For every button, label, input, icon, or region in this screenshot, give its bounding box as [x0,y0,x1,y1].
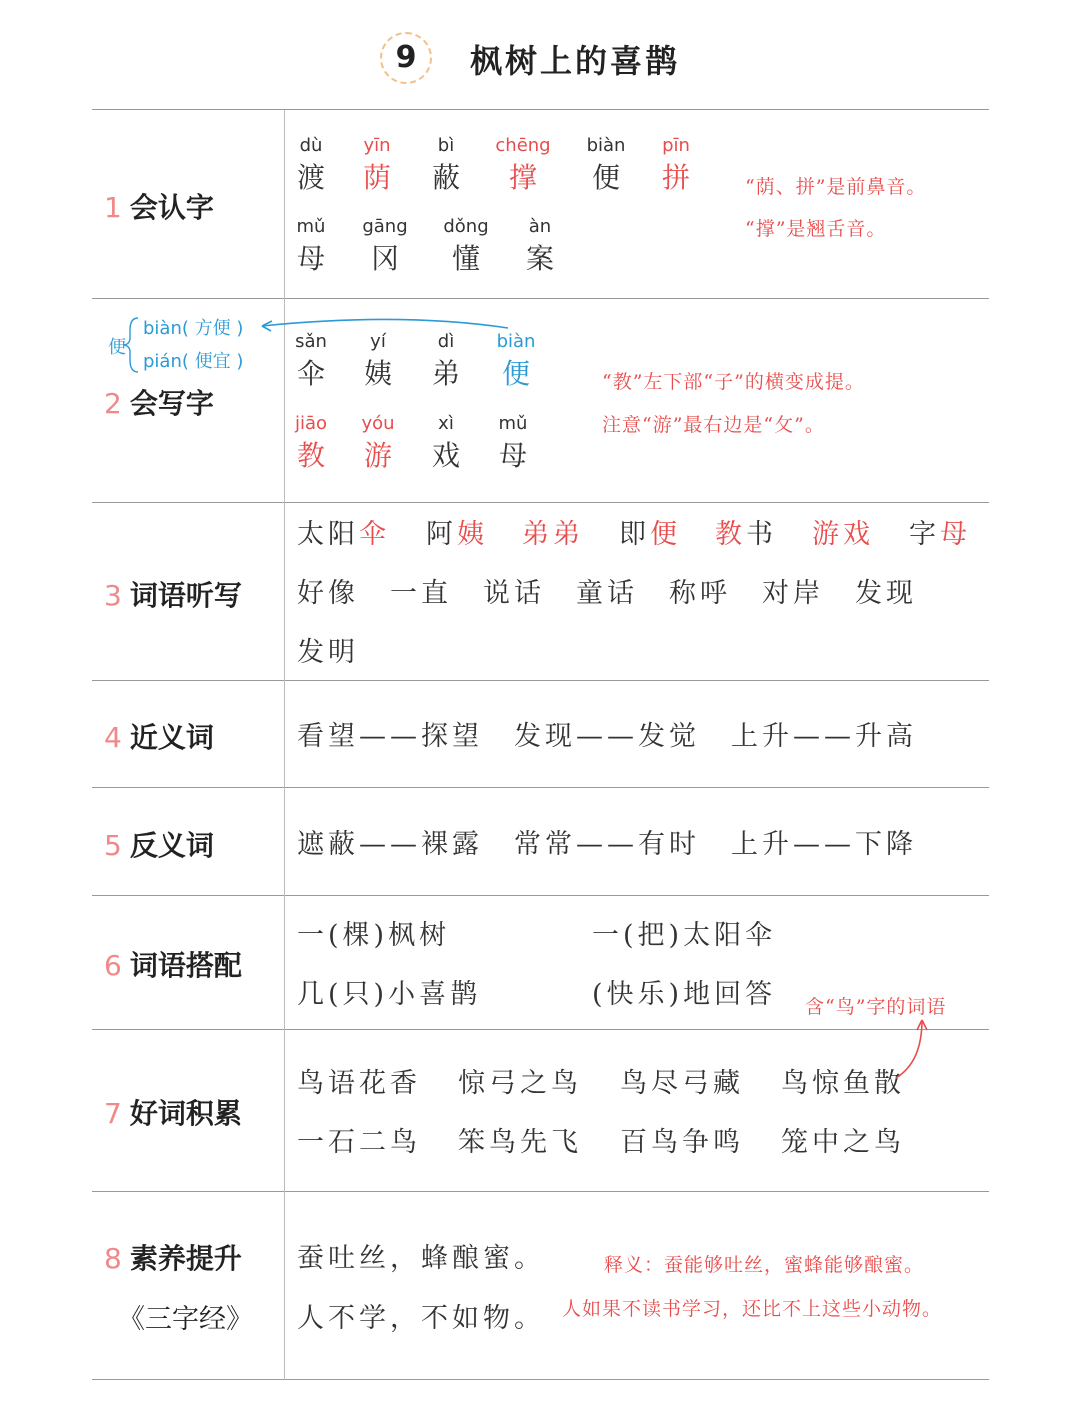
section-sublabel: 《三字经》 [118,1304,253,1335]
pinyin: àn [528,216,552,237]
hanzi: 懂 [451,242,480,275]
pinyin: biàn [496,331,536,352]
char-cell [426,214,506,278]
hanzi: 渡 [296,161,325,194]
pinyin: yóu [361,413,395,434]
good-word: 笼中之鸟 [781,1127,905,1158]
section-label-dictation: 3 词语听写 [104,579,242,612]
note-write-2: 注意“游”最右边是“攵”。 [602,414,825,436]
table-rule [92,680,989,681]
table-rule [92,1379,989,1380]
pinyin: mǔ [498,413,528,434]
section-label-recognize: 1 会认字 [104,191,214,224]
dictation-word: 即便 [619,519,681,550]
section-label-good-words: 7 好词积累 [104,1097,242,1130]
table-rule [92,298,989,299]
collocation-item: 几(只)小喜鹊 [297,979,482,1010]
note-bird-words: 含“鸟”字的词语 [805,996,947,1018]
table-rule [92,109,989,110]
section-label-write: 2 会写字 [104,387,214,420]
pinyin: mǔ [296,216,326,237]
char-cell [500,214,580,278]
hanzi: 游 [363,439,392,472]
hanzi: 戏 [431,439,460,472]
hanzi: 荫 [362,161,391,194]
literacy-line-1: 蚕吐丝，蜂酿蜜。 [297,1243,545,1274]
pinyin: bì [437,135,455,156]
dictation-line-2: 好像 一直 说话 童话 称呼 对岸 发现 [297,578,917,609]
lesson-number: 9 [380,32,432,84]
dictation-word: 弟弟 [522,519,584,550]
hanzi: 弟 [431,357,460,390]
pinyin: sǎn [295,331,327,352]
section-label-literacy: 8 素养提升 [104,1242,242,1275]
pinyin: dì [437,331,455,352]
collocation-item: 一(把)太阳伞 [592,920,777,951]
collocation-item: 一(棵)枫树 [297,920,451,951]
char-cell [566,133,646,197]
pinyin: dǒng [443,216,489,237]
note-write-1: “教”左下部“子”的横变成提。 [602,371,865,393]
column-divider [284,110,285,1380]
pinyin: xì [438,413,454,434]
pinyin: biàn [586,135,626,156]
synonyms-line: 看望——探望 发现——发觉 上升——升高 [297,721,917,752]
hanzi: 母 [498,439,527,472]
dictation-word: 教书 [715,519,777,550]
hanzi: 案 [525,242,554,275]
hanzi: 便 [501,357,530,390]
dictation-word: 字母 [909,519,971,550]
section-label-collocation: 6 词语搭配 [104,949,242,982]
good-word: 鸟语花香 [297,1068,421,1099]
hanzi: 拼 [661,161,690,194]
char-cell [271,214,351,278]
note-recognize-1: “荫、拼”是前鼻音。 [745,176,927,198]
section-label-antonyms: 5 反义词 [104,829,214,862]
hanzi: 蔽 [431,161,460,194]
char-cell [406,329,486,393]
hanzi: 教 [296,439,325,472]
table-rule [92,1029,989,1030]
pinyin: yīn [363,135,391,156]
good-word: 一石二鸟 [297,1127,421,1158]
table-rule [92,502,989,503]
hanzi: 撑 [508,161,537,194]
char-cell [476,329,556,393]
pinyin: jiāo [294,413,328,434]
pinyin: pīn [662,135,690,156]
dictation-word: 游戏 [812,519,874,550]
char-cell [483,133,563,197]
collocation-item: (快乐)地回答 [592,979,777,1010]
hanzi: 姨 [363,357,392,390]
poly-reading-1: biàn( 方便 ) [143,318,244,339]
good-word: 鸟尽弓藏 [620,1068,744,1099]
section-label-synonyms: 4 近义词 [104,721,214,754]
table-rule [92,1191,989,1192]
pinyin: gāng [362,216,408,237]
note-literacy-2: 人如果不读书学习，还比不上这些小动物。 [562,1298,943,1320]
hanzi: 伞 [296,357,325,390]
table-rule [92,787,989,788]
pinyin: yí [370,331,386,352]
note-literacy-1: 释义：蚕能够吐丝，蜜蜂能够酿蜜。 [604,1254,925,1276]
dictation-line-3: 发明 [297,637,359,668]
dictation-word: 阿姨 [426,519,488,550]
char-cell [406,133,486,197]
page-title: 枫树上的喜鹊 [470,42,681,80]
note-recognize-2: “撑”是翘舌音。 [745,218,887,240]
good-word: 笨鸟先飞 [458,1127,582,1158]
hanzi: 母 [296,242,325,275]
char-cell [636,133,716,197]
good-word: 鸟惊鱼散 [781,1068,905,1099]
dictation-word: 太阳伞 [297,519,390,550]
pinyin: chēng [495,135,551,156]
good-word: 惊弓之鸟 [458,1068,582,1099]
table-rule [92,895,989,896]
literacy-line-2: 人不学，不如物。 [297,1303,545,1334]
poly-char: 便 [108,337,126,358]
char-cell [473,411,553,475]
hanzi: 便 [591,161,620,194]
good-word: 百鸟争鸣 [620,1127,744,1158]
page-header [0,28,1080,88]
antonyms-line: 遮蔽——裸露 常常——有时 上升——下降 [297,829,917,860]
char-cell [337,133,417,197]
poly-reading-2: pián( 便宜 ) [143,351,244,372]
char-cell [345,214,425,278]
pinyin: dù [299,135,323,156]
hanzi: 冈 [370,242,399,275]
